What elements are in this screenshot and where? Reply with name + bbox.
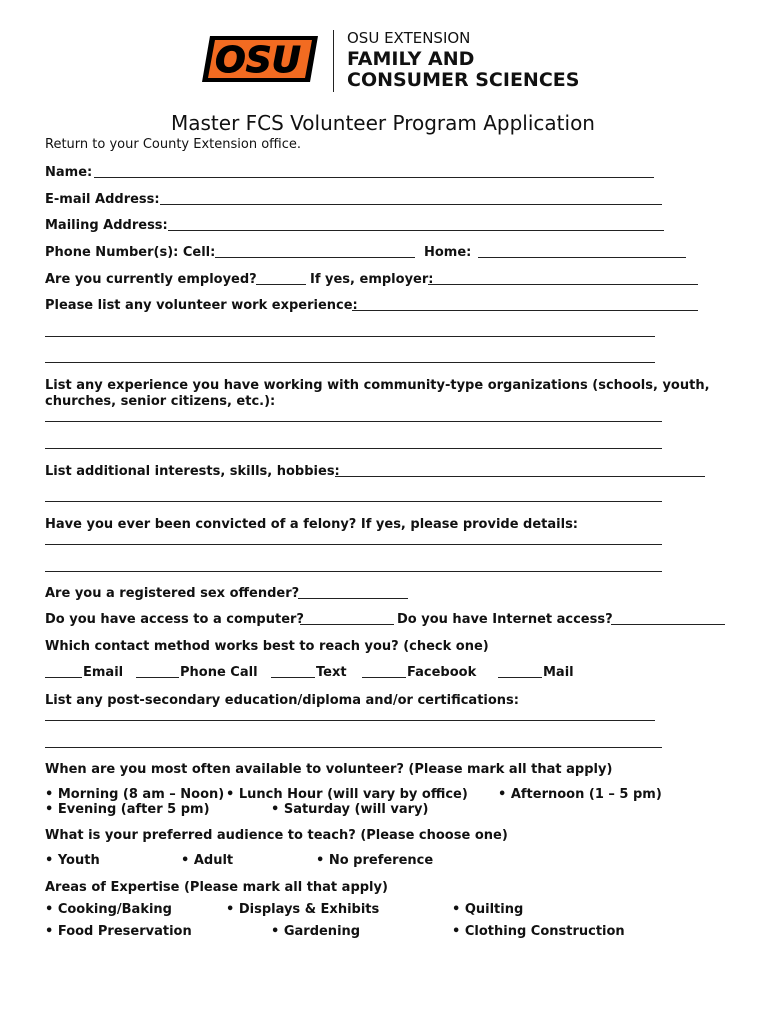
contact-email-label: Email [83,665,124,680]
audience-label: What is your preferred audience to teach? (Please choose one) [45,828,508,843]
availability-label: When are you most often available to volunteer? (Please mark all that apply) [45,762,613,777]
org-line1: OSU EXTENSION [347,29,471,47]
education-label: List any post-secondary education/diploma and/or certifications: [45,693,519,708]
internet-label: Do you have Internet access? [397,612,613,627]
computer-field[interactable] [300,624,394,625]
contact-facebook-blank[interactable] [362,677,406,678]
contact-mail-label: Mail [543,665,574,680]
availability-afternoon[interactable]: • Afternoon (1 – 5 pm) [498,787,662,802]
felony-line-2[interactable] [45,571,662,572]
contact-phone-label: Phone Call [180,665,258,680]
header-divider [333,30,334,92]
community-exp-line-2[interactable] [45,448,662,449]
email-field[interactable] [160,204,662,205]
interests-label: List additional interests, skills, hobbies: [45,464,340,479]
org-line2: FAMILY AND [347,48,475,70]
audience-adult[interactable]: • Adult [181,853,234,868]
employer-field[interactable] [428,284,698,285]
volunteer-exp-label: Please list any volunteer work experience: [45,298,358,313]
expertise-cooking[interactable]: • Cooking/Baking [45,902,172,917]
contact-email-blank[interactable] [45,677,82,678]
phone-home-label: Home: [424,245,472,260]
osu-logo-graphic [196,30,324,88]
email-label: E-mail Address: [45,192,160,207]
felony-label: Have you ever been convicted of a felony? If yes, please provide details: [45,517,579,532]
mailing-field[interactable] [168,230,664,231]
felony-line-1[interactable] [45,544,662,545]
volunteer-exp-line-3[interactable] [45,362,655,363]
name-field[interactable] [94,177,654,178]
employer-label: If yes, employer: [310,272,434,287]
availability-morning[interactable]: • Morning (8 am – Noon) [45,787,225,802]
expertise-gardening[interactable]: • Gardening [271,924,361,939]
contact-method-label: Which contact method works best to reach you? (check one) [45,639,489,654]
audience-youth[interactable]: • Youth [45,853,100,868]
education-line-2[interactable] [45,747,662,748]
contact-phone-blank[interactable] [136,677,179,678]
availability-saturday[interactable]: • Saturday (will vary) [271,802,429,817]
name-label: Name: [45,165,93,180]
availability-lunch[interactable]: • Lunch Hour (will vary by office) [226,787,468,802]
expertise-clothing[interactable]: • Clothing Construction [452,924,625,939]
community-exp-line-1[interactable] [45,421,662,422]
audience-no-preference[interactable]: • No preference [316,853,434,868]
contact-facebook-label: Facebook [407,665,477,680]
expertise-label: Areas of Expertise (Please mark all that apply) [45,880,388,895]
employed-label: Are you currently employed? [45,272,257,287]
sex-offender-label: Are you a registered sex offender? [45,586,300,601]
expertise-displays[interactable]: • Displays & Exhibits [226,902,380,917]
internet-field[interactable] [611,624,725,625]
phone-cell-label: Phone Number(s): Cell: [45,245,216,260]
interests-field[interactable] [335,476,705,477]
phone-home-field[interactable] [478,257,686,258]
volunteer-exp-field[interactable] [352,310,698,311]
sex-offender-field[interactable] [298,598,408,599]
logo-text: OSU [215,40,301,81]
contact-text-blank[interactable] [271,677,315,678]
contact-text-label: Text [316,665,347,680]
page-title: Master FCS Volunteer Program Application [171,111,595,135]
computer-label: Do you have access to a computer? [45,612,304,627]
interests-line-2[interactable] [45,501,662,502]
community-exp-label: List any experience you have working with community-type organizations (schools, youth, churches, senior citizens, etc.): [45,378,710,409]
expertise-food-preservation[interactable]: • Food Preservation [45,924,192,939]
page-subtitle: Return to your County Extension office. [45,137,302,152]
phone-cell-field[interactable] [215,257,415,258]
org-line3: CONSUMER SCIENCES [347,69,580,91]
expertise-quilting[interactable]: • Quilting [452,902,524,917]
education-line-1[interactable] [45,720,655,721]
availability-evening[interactable]: • Evening (after 5 pm) [45,802,210,817]
volunteer-exp-line-2[interactable] [45,336,655,337]
mailing-label: Mailing Address: [45,218,168,233]
osu-logo [196,30,324,88]
employed-field[interactable] [256,284,306,285]
contact-mail-blank[interactable] [498,677,542,678]
